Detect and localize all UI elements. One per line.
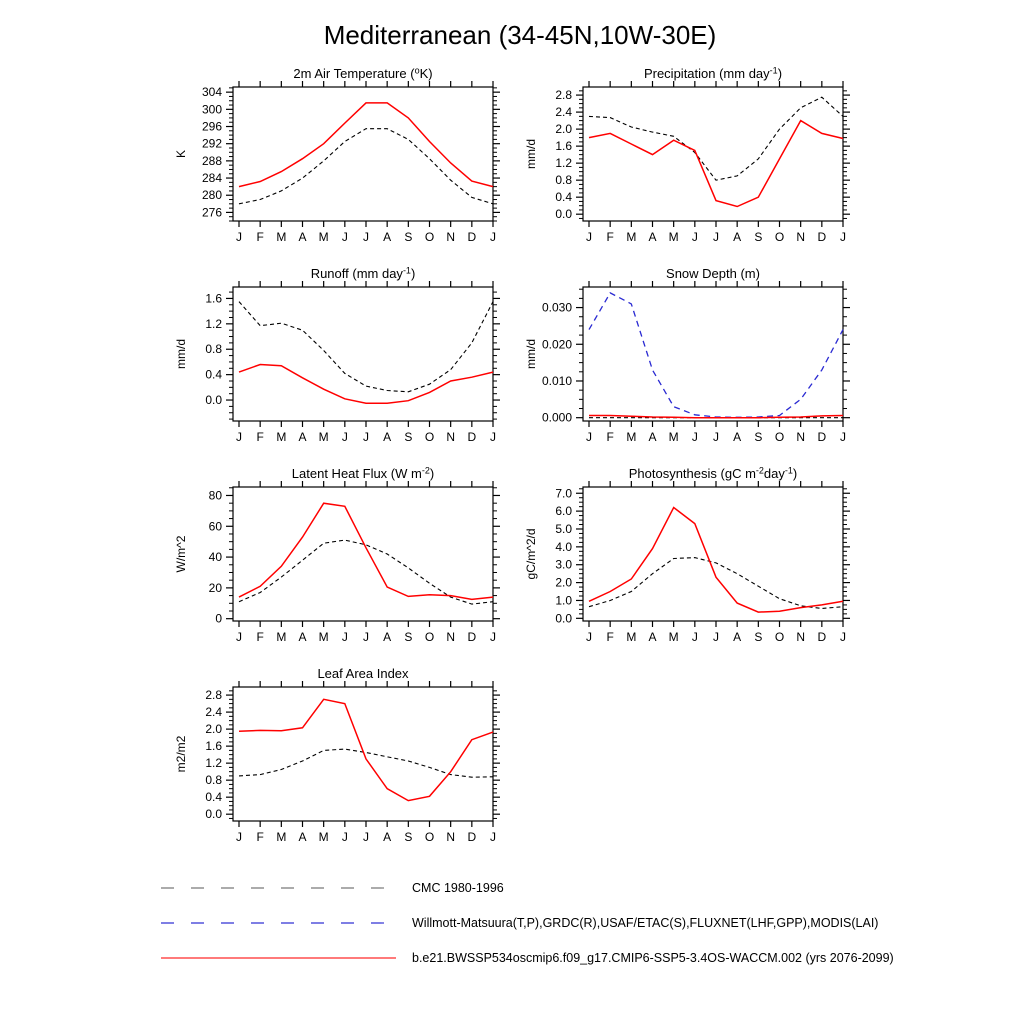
svg-text:A: A — [298, 230, 307, 244]
svg-text:F: F — [256, 830, 264, 844]
svg-text:3.0: 3.0 — [555, 557, 572, 572]
svg-text:W/m^2: W/m^2 — [174, 535, 188, 573]
labels-air-temperature — [174, 66, 496, 245]
svg-text:M: M — [276, 830, 287, 844]
svg-text:J: J — [341, 230, 348, 244]
svg-text:A: A — [648, 430, 657, 444]
svg-text:288: 288 — [201, 153, 222, 168]
series-line — [589, 97, 843, 180]
svg-text:O: O — [424, 830, 435, 844]
svg-text:2.0: 2.0 — [205, 722, 222, 737]
svg-text:1.6: 1.6 — [205, 291, 222, 306]
axes-latent-heat-flux — [226, 481, 500, 627]
svg-text:A: A — [648, 630, 657, 644]
svg-text:0.4: 0.4 — [205, 790, 222, 805]
svg-text:0.8: 0.8 — [205, 342, 222, 357]
svg-text:F: F — [256, 630, 264, 644]
svg-text:M: M — [318, 630, 329, 644]
svg-text:M: M — [626, 630, 637, 644]
svg-text:J: J — [341, 630, 348, 644]
svg-text:40: 40 — [208, 550, 222, 565]
svg-text:J: J — [236, 230, 242, 244]
svg-text:O: O — [774, 230, 785, 244]
svg-text:M: M — [668, 430, 679, 444]
svg-text:D: D — [467, 430, 477, 444]
chart-panel-air-temperature — [155, 61, 520, 266]
svg-text:S: S — [754, 630, 763, 644]
svg-text:A: A — [383, 830, 392, 844]
svg-text:292: 292 — [201, 136, 222, 151]
svg-text:D: D — [817, 230, 827, 244]
svg-text:A: A — [383, 230, 392, 244]
svg-text:F: F — [606, 230, 614, 244]
axes-leaf-area-index — [226, 681, 500, 827]
svg-text:Snow Depth (m): Snow Depth (m) — [666, 266, 760, 281]
svg-text:N: N — [446, 430, 456, 444]
svg-text:A: A — [383, 630, 392, 644]
svg-text:J: J — [713, 230, 719, 244]
svg-text:D: D — [467, 630, 477, 644]
svg-text:J: J — [691, 230, 698, 244]
legend-line-swatch — [160, 881, 398, 895]
svg-text:J: J — [586, 630, 592, 644]
svg-text:J: J — [490, 830, 496, 844]
chart-panel-photosynthesis — [505, 461, 870, 666]
svg-text:1.6: 1.6 — [555, 139, 572, 154]
svg-text:mm/d: mm/d — [524, 139, 538, 169]
svg-text:J: J — [490, 430, 496, 444]
series-line — [589, 508, 843, 613]
svg-text:0.020: 0.020 — [541, 337, 572, 352]
svg-text:300: 300 — [201, 102, 222, 117]
svg-text:S: S — [404, 430, 413, 444]
chart-panel-runoff — [155, 261, 520, 466]
chart-panel-snow-depth — [505, 261, 870, 466]
svg-text:m2/m2: m2/m2 — [174, 735, 188, 773]
svg-text:O: O — [424, 230, 435, 244]
svg-text:O: O — [774, 630, 785, 644]
svg-text:J: J — [363, 830, 369, 844]
svg-text:Photosynthesis (gC m-2day-1): Photosynthesis (gC $m^{-2}day^{-1}$) — [628, 465, 798, 481]
svg-text:O: O — [424, 430, 435, 444]
axes-precipitation — [576, 81, 850, 227]
chart-panel-precipitation — [505, 61, 870, 266]
svg-text:2.0: 2.0 — [555, 122, 572, 137]
series-line — [239, 103, 493, 187]
svg-text:O: O — [774, 430, 785, 444]
svg-text:0.0: 0.0 — [205, 393, 222, 408]
svg-text:0.8: 0.8 — [205, 773, 222, 788]
axes-runoff — [226, 281, 500, 427]
legend-label: Willmott-Matsuura(T,P),GRDC(R),USAF/ETAC(S),FLUXNET(LHF,GPP),MODIS(LAI) — [412, 916, 879, 930]
svg-text:0.010: 0.010 — [541, 373, 572, 388]
svg-text:1.6: 1.6 — [205, 739, 222, 754]
series-line — [239, 503, 493, 599]
svg-text:J: J — [586, 230, 592, 244]
legend-label: b.e21.BWSSP534oscmip6.f09_g17.CMIP6-SSP5-3.4OS-WACCM.002 (yrs 2076-2099) — [412, 951, 894, 965]
svg-text:M: M — [318, 830, 329, 844]
svg-text:gC/m^2/d: gC/m^2/d — [524, 528, 538, 580]
svg-text:0.8: 0.8 — [555, 173, 572, 188]
series-line — [239, 302, 493, 392]
svg-text:S: S — [754, 230, 763, 244]
svg-text:1.2: 1.2 — [205, 756, 222, 771]
svg-text:F: F — [256, 230, 264, 244]
svg-text:J: J — [236, 630, 242, 644]
svg-text:S: S — [404, 630, 413, 644]
svg-text:J: J — [341, 430, 348, 444]
svg-text:296: 296 — [201, 119, 222, 134]
legend-item — [160, 881, 894, 895]
svg-text:S: S — [404, 830, 413, 844]
svg-text:0.0: 0.0 — [205, 807, 222, 822]
series-line — [239, 749, 493, 777]
svg-text:J: J — [236, 430, 242, 444]
axes-air-temperature — [226, 81, 500, 227]
chart-panel-leaf-area-index — [155, 661, 520, 866]
svg-text:6.0: 6.0 — [555, 504, 572, 519]
main-title: Mediterranean (34-45N,10W-30E) — [323, 20, 717, 50]
svg-text:M: M — [276, 430, 287, 444]
series-line — [589, 293, 843, 417]
svg-text:2m Air Temperature (oK): 2m Air Temperature ($^o$K) — [293, 65, 433, 81]
labels-runoff — [174, 266, 496, 445]
svg-text:M: M — [668, 630, 679, 644]
svg-text:O: O — [424, 630, 435, 644]
axes-photosynthesis — [576, 481, 850, 627]
svg-text:A: A — [648, 230, 657, 244]
svg-text:0.0: 0.0 — [555, 611, 572, 626]
legend-item — [160, 916, 894, 930]
svg-text:N: N — [796, 430, 806, 444]
svg-text:4.0: 4.0 — [555, 539, 572, 554]
svg-text:A: A — [298, 430, 307, 444]
svg-text:80: 80 — [208, 488, 222, 503]
svg-text:mm/d: mm/d — [524, 339, 538, 369]
series-line — [589, 558, 843, 609]
svg-text:J: J — [236, 830, 242, 844]
svg-text:276: 276 — [201, 205, 222, 220]
svg-text:J: J — [691, 430, 698, 444]
svg-text:N: N — [446, 630, 456, 644]
svg-text:N: N — [446, 830, 456, 844]
svg-text:0.030: 0.030 — [541, 300, 572, 315]
svg-text:2.8: 2.8 — [205, 688, 222, 703]
series-line — [239, 699, 493, 800]
svg-text:0: 0 — [215, 611, 222, 626]
svg-text:2.8: 2.8 — [555, 88, 572, 103]
svg-text:J: J — [363, 230, 369, 244]
svg-text:1.2: 1.2 — [205, 316, 222, 331]
legend-label: CMC 1980-1996 — [412, 881, 504, 895]
labels-latent-heat-flux — [174, 466, 496, 645]
svg-text:J: J — [586, 430, 592, 444]
legend-item — [160, 951, 894, 965]
svg-text:1.0: 1.0 — [555, 593, 572, 608]
svg-text:A: A — [733, 430, 742, 444]
svg-text:M: M — [626, 430, 637, 444]
svg-text:2.4: 2.4 — [555, 105, 572, 120]
svg-text:20: 20 — [208, 580, 222, 595]
labels-precipitation — [524, 66, 846, 245]
svg-text:J: J — [490, 630, 496, 644]
labels-photosynthesis — [524, 466, 846, 645]
svg-text:J: J — [363, 430, 369, 444]
axes-snow-depth — [576, 281, 850, 427]
svg-text:K: K — [174, 149, 188, 159]
svg-text:D: D — [817, 630, 827, 644]
svg-text:M: M — [626, 230, 637, 244]
legend — [160, 881, 894, 986]
svg-text:D: D — [467, 230, 477, 244]
svg-text:A: A — [383, 430, 392, 444]
svg-text:0.0: 0.0 — [555, 207, 572, 222]
svg-text:0.000: 0.000 — [541, 410, 572, 425]
svg-text:1.2: 1.2 — [555, 156, 572, 171]
svg-text:J: J — [713, 430, 719, 444]
svg-text:5.0: 5.0 — [555, 521, 572, 536]
series-line — [239, 365, 493, 404]
labels-leaf-area-index — [174, 666, 496, 844]
svg-text:280: 280 — [201, 188, 222, 203]
svg-text:2.4: 2.4 — [205, 705, 222, 720]
svg-text:2.0: 2.0 — [555, 575, 572, 590]
svg-text:M: M — [318, 230, 329, 244]
legend-line-swatch — [160, 916, 398, 930]
svg-text:J: J — [713, 630, 719, 644]
svg-text:M: M — [276, 630, 287, 644]
svg-text:F: F — [606, 630, 614, 644]
svg-text:N: N — [796, 630, 806, 644]
svg-text:D: D — [467, 830, 477, 844]
svg-text:Latent Heat Flux (W m-2): Latent Heat Flux (W $m^{-2}$) — [291, 465, 435, 481]
svg-text:J: J — [363, 630, 369, 644]
svg-text:J: J — [341, 830, 348, 844]
svg-text:A: A — [298, 830, 307, 844]
svg-text:J: J — [490, 230, 496, 244]
svg-text:S: S — [754, 430, 763, 444]
svg-text:284: 284 — [201, 171, 222, 186]
chart-panel-latent-heat-flux — [155, 461, 520, 666]
svg-text:A: A — [298, 630, 307, 644]
svg-text:0.4: 0.4 — [555, 190, 572, 205]
svg-text:A: A — [733, 230, 742, 244]
svg-text:D: D — [817, 430, 827, 444]
svg-text:J: J — [691, 630, 698, 644]
svg-text:N: N — [796, 230, 806, 244]
series-line — [589, 121, 843, 207]
svg-text:A: A — [733, 630, 742, 644]
svg-text:M: M — [668, 230, 679, 244]
svg-text:Precipitation (mm day-1): Precipitation (mm day$^{-1}$) — [643, 65, 783, 81]
svg-text:S: S — [404, 230, 413, 244]
svg-text:N: N — [446, 230, 456, 244]
legend-line-swatch — [160, 951, 398, 965]
series-line — [239, 540, 493, 604]
svg-text:J: J — [840, 230, 846, 244]
svg-text:F: F — [256, 430, 264, 444]
svg-text:M: M — [276, 230, 287, 244]
svg-text:F: F — [606, 430, 614, 444]
svg-text:0.4: 0.4 — [205, 367, 222, 382]
svg-text:Runoff (mm day-1): Runoff (mm day$^{-1}$) — [310, 265, 416, 281]
svg-text:J: J — [840, 630, 846, 644]
svg-text:mm/d: mm/d — [174, 339, 188, 369]
svg-text:J: J — [840, 430, 846, 444]
svg-text:60: 60 — [208, 519, 222, 534]
svg-text:M: M — [318, 430, 329, 444]
svg-text:Leaf Area Index: Leaf Area Index — [317, 666, 409, 681]
svg-text:304: 304 — [201, 85, 222, 100]
svg-text:7.0: 7.0 — [555, 486, 572, 501]
